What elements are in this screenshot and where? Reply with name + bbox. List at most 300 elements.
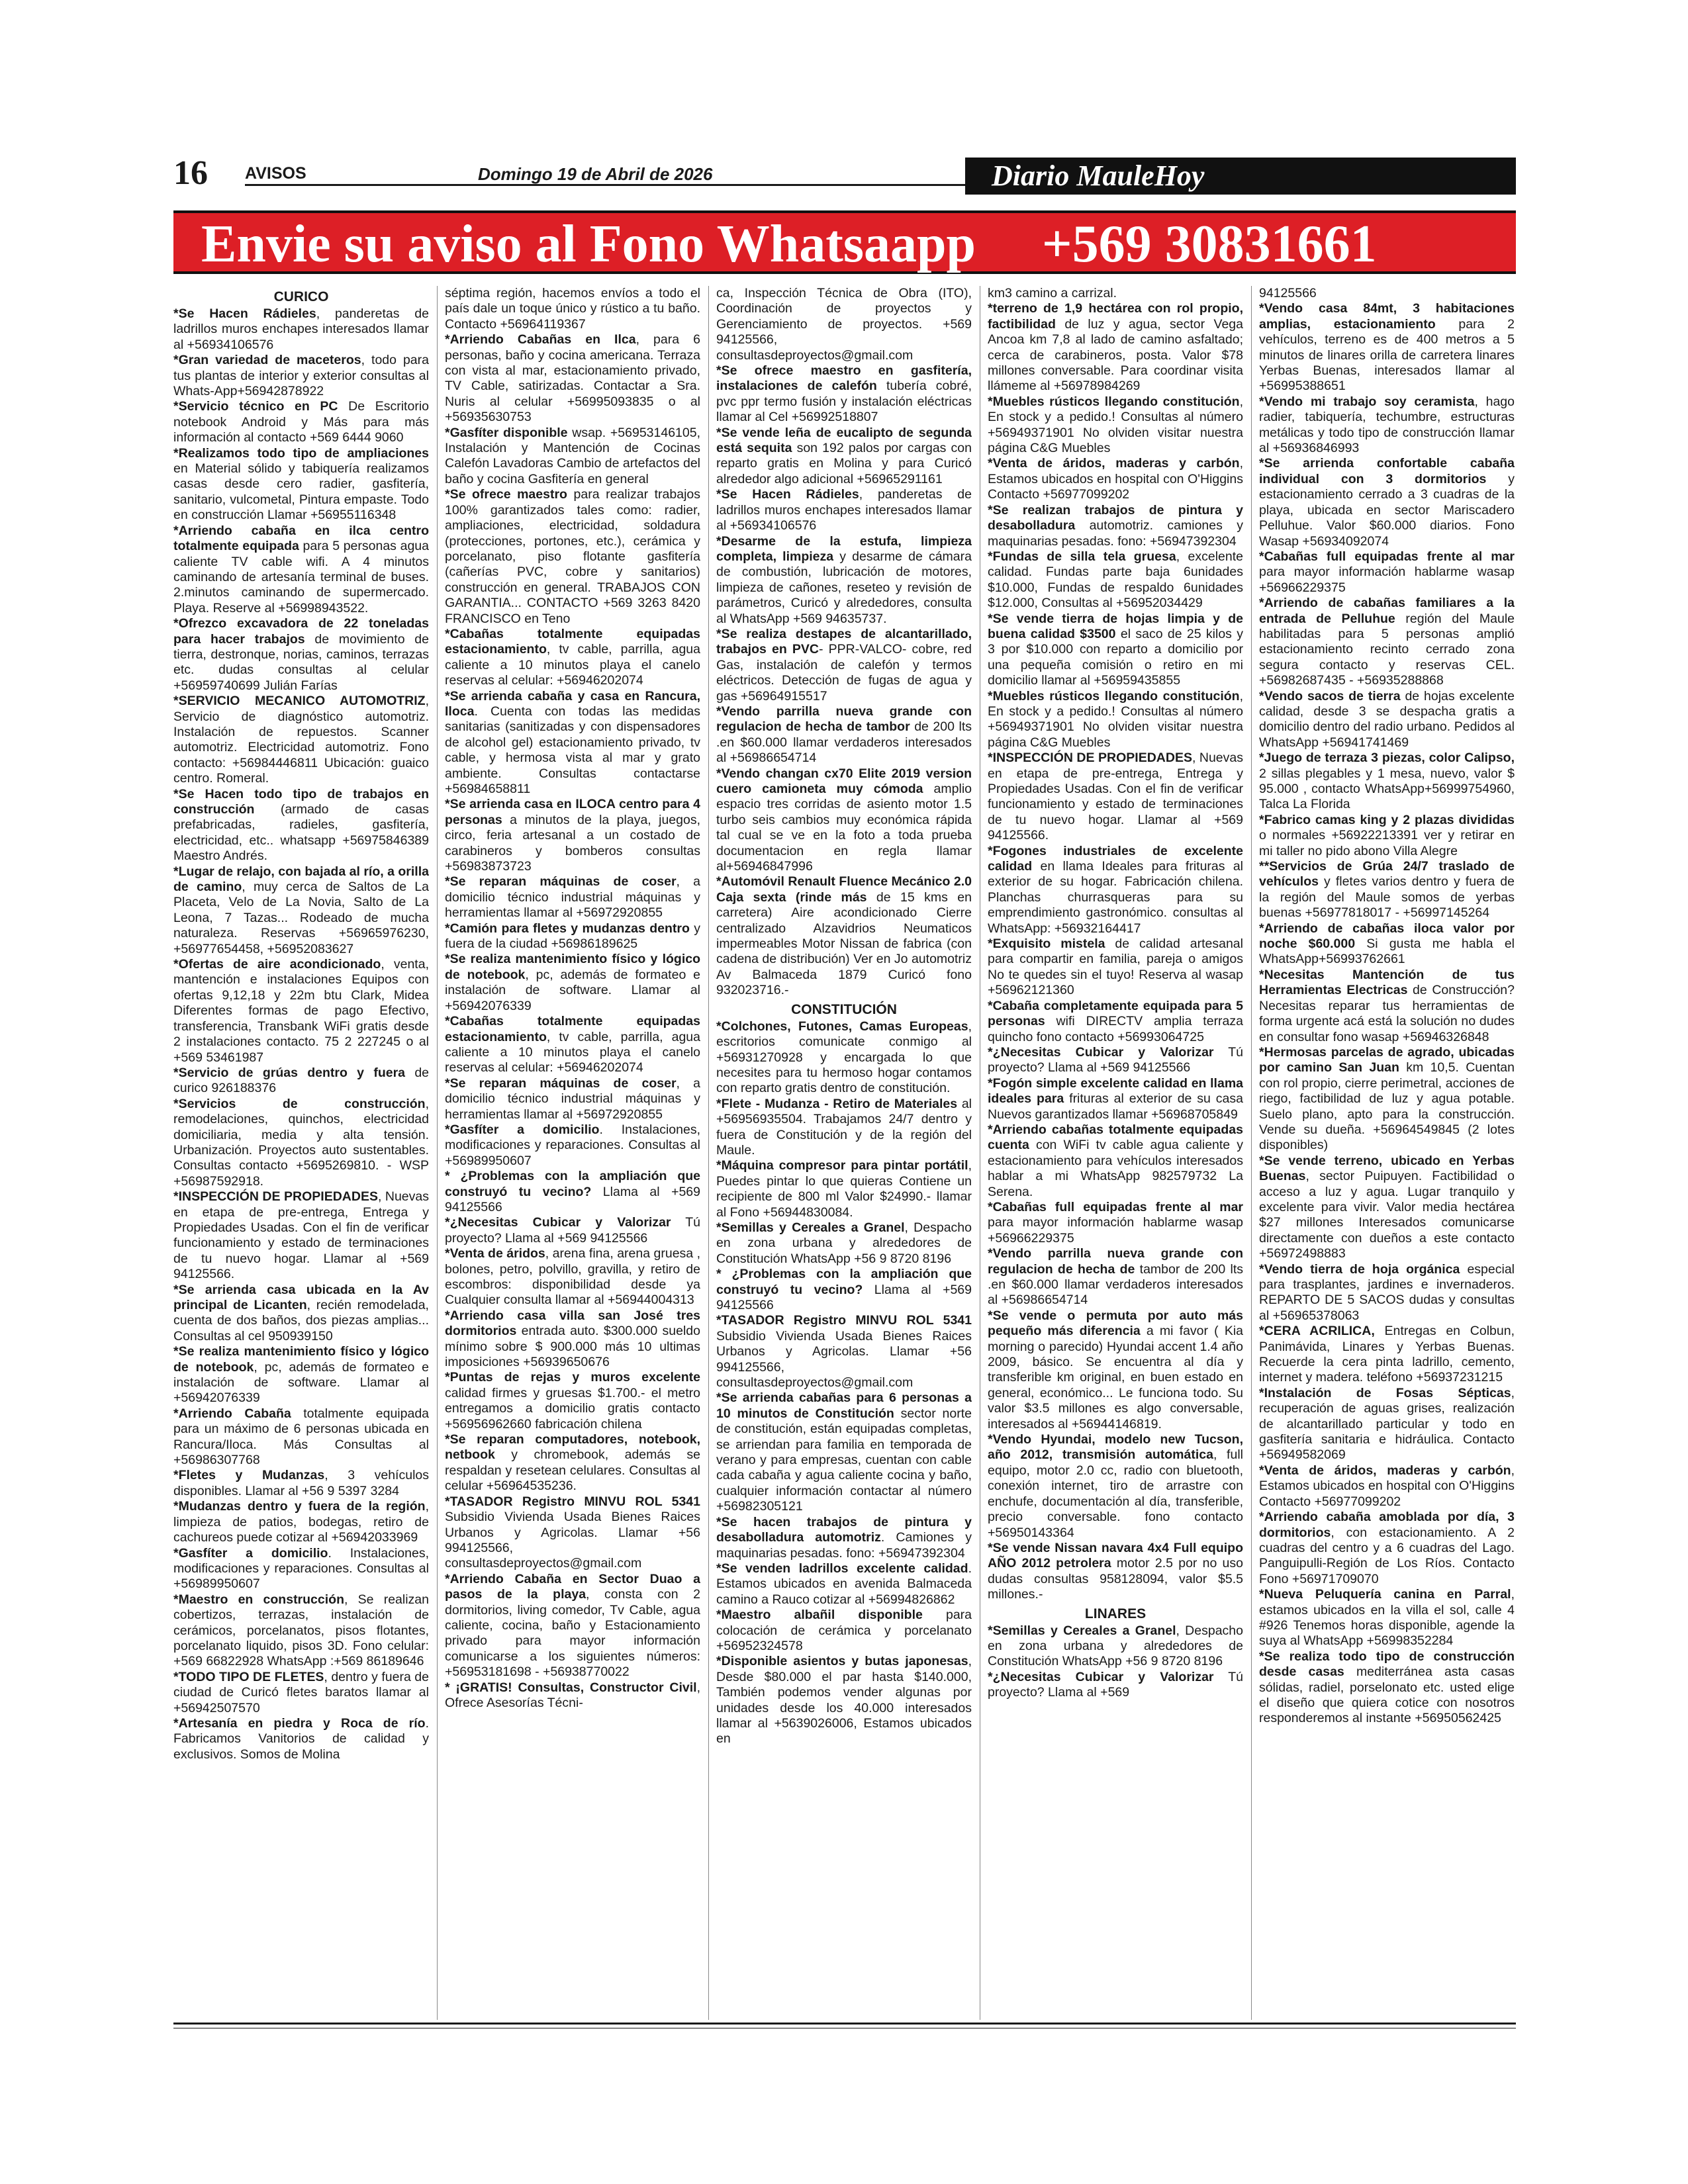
classified-ad [716,1158,972,1220]
ad-body: para realizar trabajos 100% garantizados tales como: radier, ampliaciones, electricidad, soldadura (protecciones, portones, etc.), cerámica y porcelanato, piso flotante gasfitería (cañerías PVC, cobre y sanitarios) construcción en general. TRABAJOS CON GARANTIA... CONTACTO +569 3263 8420 FRANCISCO en Teno [445,487,700,626]
ad-body: , Estamos ubicados en hospital con O'Higgins Contacto +56977099202 [1259,1463,1515,1509]
column-divider [1251,286,1252,2020]
ad-body: . Instalaciones, modificaciones y reparaciones. Consultas al +56989950607 [445,1122,700,1168]
ad-body: , Desde $80.000 el par hasta $140.000, También podemos vender algunas por unidades desde los 40.000 interesados llamar al +5639026006, Estamos ubicados en [716,1654,972,1747]
classified-ad [173,446,429,523]
ad-headline: *Venta de áridos, maderas y carbón [1259,1463,1511,1478]
classified-ad [1259,456,1515,549]
ad-headline: *Se Hacen Rádieles [716,487,859,502]
ad-headline: *Cabañas totalmente equipadas estacionamiento [445,1014,700,1044]
ad-headline: *Fogones industriales de excelente calidad [988,843,1243,874]
ad-headline: **Servicios de Grúa 24/7 traslado de vehículos [1259,859,1515,889]
ad-headline: *Se reparan máquinas de coser [445,874,677,889]
ad-headline: *Venta de áridos [445,1246,545,1261]
ad-headline: *Vendo mi trabajo soy ceramista [1259,394,1475,409]
ad-headline: *Se ofrece maestro en gasfitería, instalaciones de calefón [716,363,972,394]
classified-ad [445,1215,700,1246]
ad-body: , escritorios comunicate conmigo al +56931270928 y encargada lo que necesites para tu hermoso hogar contamos con reparto gratis dentro de constitución. [716,1019,972,1096]
ad-body: , panderetas de ladrillos muros enchapes interesados llamar al +56934106576 [173,306,429,352]
ad-body: sector norte de constitución, están equipadas completas, se arriendan para familia en temporada de verano y para empresas, cuentan con cable cada cabaña y agua caliente cocina y baño, cualquier información contactar al número +56982305121 [716,1406,972,1514]
ad-headline: *Se realizan trabajos de pintura y desabolladura [988,502,1243,533]
classified-ad [1259,1587,1515,1649]
ad-body: y fletes varios dentro y fuera de la región del Maule somos de yerbas buenas +56977818017 - +56997145264 [1259,874,1515,921]
ad-headline: *Lugar de relajo, con bajada al río, a orilla de camino [173,864,429,895]
classified-ad [445,286,700,332]
ad-body: , pc, además de formateo e instalación de software. Llamar al +56942076339 [445,967,700,1013]
ad-headline: *Se realiza todo tipo de construcción desde casas [1259,1649,1515,1680]
classified-ad [716,627,972,704]
ad-headline: *Exquisito mistela [988,936,1105,952]
ad-body: , Puedes pintar lo que quieras Contiene un recipiente de 800 ml Valor $24990.- llamar al Fono +56944830084. [716,1158,972,1220]
ad-headline: *Necesitas Mantención de tus Herramientas Electricas [1259,967,1515,998]
ad-body: de curico 926188376 [173,1065,429,1096]
ad-body: , tv cable, parrilla, agua caliente a 10 minutos playa el canelo reservas al celular: +56946202074 [445,642,700,688]
newspaper-logo: Diario MauleHoy [992,159,1205,192]
classified-ad [716,1561,972,1608]
classified-ad [1259,1324,1515,1386]
ad-headline: *Vendo Hyundai, modelo new Tucson, año 2012, transmisión automática [988,1432,1243,1463]
ad-headline: *Se vende o permuta por auto más pequeño más diferencia [988,1308,1243,1339]
ad-body: . Camiones y maquinarias pesadas. fono: +56947392304 [716,1530,972,1561]
section-label: AVISOS [245,164,306,183]
classified-ad [988,1541,1243,1603]
ad-headline: * ¿Problemas con la ampliación que construyó tu vecino? [445,1169,700,1199]
ad-headline: *Camión para fletes y mudanzas dentro [445,921,690,936]
ad-headline: *TODO TIPO DE FLETES [173,1669,324,1684]
ad-body: especial para trasplantes, jardines e invernaderos. REPARTO DE 5 SACOS dudas y consultas al +56965378063 [1259,1261,1515,1323]
ad-headline: *Se venden ladrillos excelente calidad [716,1561,968,1576]
ad-body: de Construcción? Necesitas reparar tus herramientas de forma urgente acá está la solución no dudes en consultar fono wasap +56946326848 [1259,983,1515,1044]
ad-headline: *Maestro en construcción [173,1592,344,1607]
ad-body: de calidad artesanal para compartir en familia, pareja o amigos No te quedes sin el tuyo! Reserva al wasap +56962121360 [988,936,1243,998]
ad-headline: *Se realiza mantenimiento físico y lógico de notebook [445,952,700,982]
classified-ad [988,999,1243,1045]
ad-body: calidad firmes y gruesas $1.700.- el metro entregamos a domicilio gratis contacto +56956962660 fabricación chilena [445,1385,700,1432]
ad-body: tubería cobré, pvc ppr termo fusión y instalación eléctricas llamar al Cel +56992518807 [716,379,972,425]
ad-headline: *TASADOR Registro MINVU ROL 5341 [716,1313,972,1328]
ad-body: , full equipo, motor 2.0 cc, radio con bluetooth, conexión internet, tiro de arrastre con enchufe, documentación al día, transferible, precio conversable. fono contacto +56950143364 [988,1447,1243,1540]
ad-body: séptima región, hacemos envíos a todo el país dale un toque único y rústico a tu baño. Contacto +56964119367 [445,286,700,332]
ad-body: , En stock y a pedido.! Consultas al número +56949371901 No olviden visitar nuestra página C&G Muebles [988,688,1243,750]
ad-headline: *Gasfíter a domicilio [445,1122,600,1137]
ad-body: . Fabricamos Vanitorios de calidad y exclusivos. Somos de Molina [173,1715,429,1762]
classified-ad [173,306,429,353]
ad-body: a mi favor ( Kia morning o parecido) Hyundai accent 1.4 año 2009, básico. Se encuentra al día y transferible km original, en buen estado en general, económico... Le funciona todo. Su valor $3.5 millones es algo conversable, interesados al +56944146819. [988,1324,1243,1432]
classified-ad [988,1670,1243,1701]
ad-body: , tv cable, parrilla, agua caliente a 10 minutos playa el canelo reservas al celular: +56946202074 [445,1029,700,1075]
ad-headline: *Maestro albañil disponible [716,1608,923,1623]
ad-body: de 15 kms en carretera) Aire acondicionado Cierre centralizado Alzavidrios Neumaticos impermeables Motor Nissan de fabrica (con cadena de distribución) Ver en Jo automotriz Av Balmaceda 1879 Curicó fono 932023716.- [716,889,972,998]
ad-headline: *Nueva Peluquería canina en Parral [1259,1587,1511,1602]
classified-ad [716,1097,972,1159]
ad-body: motor 2.5 por no uso dudas consultas 958128094, valor $5.5 millones.- [988,1556,1243,1602]
ad-headline: * ¡GRATIS! Consultas, Constructor Civil [445,1680,697,1695]
ad-body: y chromebook, además se respaldan y resetean celulares. Consultas al celular +56964535236. [445,1447,700,1494]
ad-body: en llama Ideales para frituras al exterior de su hogar. Fabricación chilena. Planchas churrasqueras para su emprendimiento gastronómico. consultas al WhatsApp: +56932164417 [988,859,1243,936]
ad-body: o normales +56922213391 ver y retirar en mi taller no pido abono Villa Alegre [1259,828,1515,858]
ad-body: , para 6 personas, baño y cocina americana. Terraza con vista al mar, estacionamiento privado, TV Cable, satirizadas. Contactar a Sra. Nuris al celular +56995093835 o al +56935630753 [445,332,700,425]
ad-headline: *Muebles rústicos llegando constitución [988,688,1240,704]
classified-ad [445,689,700,797]
ad-body: - PPR-VALCO- cobre, red Gas, instalación de calefón y termos eléctricos. Detección de fugas de agua y gas +56964915517 [716,642,972,704]
classified-ad [173,1189,429,1282]
ad-body: . Cuenta con todas las medidas sanitarias (sanitizadas y con dispensadores de alcohol gel) estacionamiento privado, tv cable, y hermosa vista al mar y grato ambiente. Consultas contactarse +56984658811 [445,704,700,796]
classified-ad [173,523,429,616]
classified-ad [445,1680,700,1711]
ad-body: tambor de 200 lts .en $60.000 llamar verdaderos interesados al +56986654714 [988,1261,1243,1308]
ad-body: entrada auto. $300.000 sueldo mínimo sobre $ 900.000 más 10 ultimas imposiciones +56939650676 [445,1324,700,1370]
classified-ad [1259,1510,1515,1587]
column-2 [445,286,700,2020]
classified-ad [173,1546,429,1592]
ad-body: frituras al exterior de su casa Nuevos garantizados llamar +56968705849 [988,1091,1243,1122]
ad-body: en Material sólido y tabiquería realizamos casas desde cero radier, gasfitería, sanitario, vulcometal, Pintura empaste. Todo en construcción Llamar +56955116348 [173,461,429,523]
classified-ad [173,1499,429,1545]
classified-ad [173,787,429,864]
ad-headline: *Ofrezco excavadora de 22 toneladas para hacer trabajos [173,616,429,647]
ad-headline: *Se vende terreno, ubicado en Yerbas Buenas [1259,1153,1515,1184]
classified-ad [1259,1649,1515,1727]
classified-ad [988,1308,1243,1432]
ad-headline: *Fundas de silla tela gruesa [988,549,1176,564]
classified-ad [173,1097,429,1189]
brand-box [965,158,1516,195]
classified-ad [988,1122,1243,1200]
ad-headline: *Se arrienda casa en ILOCA centro para 4 personas [445,797,700,827]
classified-ad [988,612,1243,689]
ad-body: y estacionamiento cerrado a 3 cuadras de la playa, ubicada en sector Mariscadero Pelluhue. Valor $60.000 diarios. Fono Wasap +56934092074 [1259,471,1515,549]
classified-ad [173,1406,429,1469]
ad-body: km3 camino a carrizal. [988,286,1117,300]
classified-ad [988,1246,1243,1308]
ad-headline: *Fletes y Mudanzas [173,1468,325,1483]
classified-ad [1259,751,1515,813]
ad-body: para mayor información hablarme wasap +56966229375 [1259,565,1515,595]
ad-headline: *Se reparan computadores, notebook, netbook [445,1432,700,1463]
ad-body: para colocación de cerámica y porcelanato +56952324578 [716,1608,972,1653]
classified-ad [716,1220,972,1267]
classified-ad [445,1169,700,1215]
classified-ad [445,952,700,1014]
classified-ad [445,627,700,689]
classified-ad [445,332,700,425]
ad-headline: *Semillas y Cereales a Granel [988,1623,1176,1638]
classified-ad [988,689,1243,751]
ad-headline: *Gasfíter disponible [445,425,568,440]
classified-ad [716,1267,972,1313]
ad-body: , Despacho en zona urbana y alrededores de Constitución WhatsApp +56 9 8720 8196 [988,1623,1243,1669]
ad-body: mediterránea asta casas sólidas, radiel, porselonato etc. usted elige el diseño que quiera cotice con nosotros responderemos al instante +56950562425 [1259,1664,1515,1726]
classified-ad [1259,689,1515,751]
classified-ad [988,286,1243,301]
region-heading: CONSTITUCIÓN [791,1001,897,1017]
ad-headline: *Mudanzas dentro y fuera de la región [173,1499,426,1514]
ad-headline: *¿Necesitas Cubicar y Valorizar [988,1669,1214,1684]
ad-headline: *INSPECCIÓN DE PROPIEDADES [988,751,1192,766]
ad-headline: *Vendo sacos de tierra [1259,688,1401,704]
ad-body: Tú proyecto? Llama al +569 94125566 [988,1044,1243,1075]
ad-body: , En stock y a pedido.! Consultas al número +56949371901 No olviden visitar nuestra página C&G Muebles [988,394,1243,456]
ad-body: el saco de 25 kilos y 3 por $10.000 con reparto a domicilio por una pequeña comisión o retiro en mi domicilio llamar al +56959435855 [988,626,1243,688]
ad-body: Si gusta me habla el WhatsApp+56993762661 [1259,936,1515,967]
ad-headline: *Se vende Nissan navara 4x4 Full equipo AÑO 2012 petrolera [988,1540,1243,1571]
ad-body: de 200 lts .en $60.000 llamar verdaderos interesados al +56986654714 [716,719,972,766]
classifieds-columns [173,286,1516,2020]
ad-headline: *Se hacen trabajos de pintura y desabolladura automotriz [716,1514,972,1545]
ad-headline: *Arriendo cabaña en ilca centro totalmente equipada [173,523,429,554]
classified-ad [716,1515,972,1561]
classified-ad [716,704,972,766]
classified-ad [1259,301,1515,394]
whatsapp-banner [173,210,1516,274]
ad-body: al +56956935504. Trabajamos 24/7 dentro y fuera de Constitución y de la región del Maule. [716,1096,972,1158]
ad-body: , dentro y fuera de ciudad de Curicó fletes baratos llamar al +56942507570 [173,1669,429,1715]
ad-body: Llama al +569 94125566 [716,1282,972,1312]
ad-body: , pc, además de formateo e instalación de software. Llamar al +56942076339 [173,1359,429,1406]
classified-ad [716,363,972,426]
ad-headline: *Juego de terraza 3 piezas, color Calipso, [1259,751,1515,766]
ad-body: , 3 vehículos disponibles. Llamar al +56 9 5397 3284 [173,1468,429,1498]
ad-body: , sector Puipuyen. Factibilidad o acceso a luz y agua. Lugar tranquilo y excelente para vivir. Valor media hectárea $27 millones Interesados comunicarse directamente con dueños a este contacto +56972498883 [1259,1169,1515,1261]
ad-body: , recién remodelada, cuenta de dos baños, dos piezas amplias... Consultas al cel 950939150 [173,1298,429,1343]
ad-body: , muy cerca de Saltos de La Placeta, Velo de La Novia, Salto de La Leona, 7 Tazas... Rodeado de mucha naturaleza. Reservas +56965976230, +56977654458, +56952083627 [173,880,429,956]
ad-body: , Despacho en zona urbana y alrededores de Constitución WhatsApp +56 9 8720 8196 [716,1220,972,1266]
classified-ad [173,1592,429,1670]
classified-ad [716,1390,972,1514]
ad-headline: *Arriendo de cabañas ilоca valor por noche $60.000 [1259,921,1515,952]
classified-ad [445,426,700,488]
ad-body: , Servicio de diagnóstico automotriz. Instalación de repuestos. Scanner automotriz. Electricidad automotriz. Fono contacto: +56984446811 Ubicación: guaico centro. Romeral. [173,694,429,786]
classified-ad [988,301,1243,394]
ad-body: 2 sillas plegables y 1 mesa, nuevo, valor $ 95.000 , contacto WhatsApp+56999754960, Talca La Florida [1259,766,1515,812]
classified-ad [445,487,700,627]
ad-headline: *Máquina compresor para pintar portátil [716,1158,968,1173]
classified-ad [1259,549,1515,596]
ad-headline: *Vendo parrilla nueva grande con regulacion de hecha de tambor [716,704,972,735]
page-number: 16 [173,154,208,192]
ad-headline: *Se arrienda casa ubicada en la Av principal de Licanten [173,1282,429,1312]
classified-ad [988,394,1243,457]
ad-headline: *Servicio de grúas dentro y fuera [173,1065,406,1080]
ad-headline: *Se arrienda confortable cabaña individual con 3 dormitorios [1259,456,1515,486]
ad-body: , panderetas de ladrillos muros enchapes interesados llamar al +56934106576 [716,487,972,533]
ad-body: y fuera de la ciudad +56986189625 [445,921,700,952]
ad-headline: *Ofertas de aire acondicionado [173,957,381,972]
ad-headline: *Vendo changan cx70 Elite 2019 version cuero camioneta muy cómoda [716,766,972,796]
ad-headline: *Vendo tierra de hoja orgánica [1259,1261,1460,1277]
ad-body: , hago radier, tabiquería, techumbre, estructuras metálicas y todo tipo de construcción llamar al +56936846993 [1259,394,1515,456]
ad-body: (armado de casas prefabricadas, radieles, gasfitería, electricidad, etc.. whatsapp +56975846389 Maestro Andrés. [173,802,429,864]
classified-ad [1259,1045,1515,1154]
page-header [173,154,1516,199]
classified-ad [988,503,1243,549]
ad-headline: *Cabañas full equipadas frente al mar [988,1199,1243,1214]
classified-ad [988,1045,1243,1076]
region-heading: CURICO [273,289,329,304]
ad-body: km 10,5. Cuentan con rol propio, cierre perimetral, acciones de riego, factibilidad de luz y agua potable. Suelo plano, apto para la construcción. Vende su dueña. +56964549845 (2 lotes disponibles) [1259,1060,1515,1153]
ad-headline: *Se reparan máquinas de coser [445,1075,677,1091]
ad-body: Tú proyecto? Llama al +569 94125566 [445,1215,700,1246]
classified-ad [173,1716,429,1762]
ad-body: , recuperación de aguas grises, realización de alcantarillado particular y todo en gasfitería sanitaria e hidráulica. Contacto +56949582069 [1259,1385,1515,1463]
ad-body: , Se realizan cobertizos, terrazas, instalación de cerámicos, porcelanatos, pisos flotantes, porcelanato liquido, pisos 3D. Fono celular: +569 66822928 WhatsApp :+569 86189646 [173,1592,429,1669]
classified-ad [173,353,429,399]
ad-headline: *Muebles rústicos llegando constitución [988,394,1240,409]
ad-headline: *Puntas de rejas y muros excelente [445,1370,700,1385]
ad-headline: *Vendo casa 84mt, 3 habitaciones amplias, estacionamiento [1259,301,1515,332]
ad-body: de hojas excelente calidad, desde 3 se despacha gratis a domicilio dentro del radio urbano. Pedidos al WhatsApp +56941741469 [1259,688,1515,750]
classified-ad [988,1076,1243,1122]
ad-body: ca, Inspección Técnica de Obra (ITO), Coordinación de proyectos y Gerenciamiento de proyectos. +569 94125566, consultasdeproyectos@gmail.com [716,286,972,363]
ad-headline: *Disponible asientos y butas japonesas [716,1654,968,1669]
classified-ad [716,1019,972,1097]
ad-body: para 2 vehículos, terreno es de 400 metros a 5 minutos de linares orilla de carretera linares Yerbas Buenas, interesados llamar al +56995388651 [1259,316,1515,394]
ad-headline: *Arriendo cabañas totalmente equipadas cuenta [988,1122,1243,1153]
classified-ad [173,1283,429,1345]
classified-ad [716,286,972,363]
ad-headline: *Fogón simple excelente calidad en llama ideales para [988,1075,1243,1107]
classified-ad [1259,968,1515,1045]
ad-headline: *INSPECCIÓN DE PROPIEDADES [173,1189,378,1205]
ad-headline: *Se vende tierra de hojas limpia y de buena calidad $3500 [988,611,1243,641]
ad-body: región del Maule habilitadas para 5 personas amplió estacionamiento recinto cerrado zona segura contacto y reservas CEL. +56982687435 - +56935288868 [1259,611,1515,688]
ad-headline: *Arriendo Cabaña [173,1406,291,1421]
ad-headline: *Vendo parrilla nueva grande con regulacion de hecha de [988,1246,1243,1277]
ad-body: , remodelaciones, quinchos, electricidad domiciliaria, media y alta tensión. Urbanización. Proyectos auto sustentables. Consultas contacto +5695269810. - WSP +56987592918. [173,1096,429,1189]
classified-ad [988,1200,1243,1246]
ad-headline: *Venta de áridos, maderas y carbón [988,456,1240,471]
ad-body: , todo para tus plantas de interior y exterior consultas al Whats-App+56942878922 [173,353,429,399]
ad-headline: *Fabrico camas king y 2 plazas divididas [1259,812,1515,827]
classified-ad [988,751,1243,843]
ad-body: Tú proyecto? Llama al +569 [988,1669,1243,1700]
ad-headline: *Servicios de construcción [173,1096,426,1111]
classified-ad [445,1308,700,1371]
ad-headline: *Realizamos todo tipo de ampliaciones [173,445,429,461]
classified-ad [445,1370,700,1432]
ad-body: 94125566 [1259,286,1317,300]
ad-headline: *Arriendo casa villa san José tres dormitorios [445,1308,700,1339]
ad-headline: *Colchones, Futones, Camas Europeas [716,1019,968,1034]
ad-headline: *Cabañas full equipadas frente al mar [1259,549,1515,564]
ad-body: Llama al +569 94125566 [445,1184,700,1214]
classified-ad [173,616,429,694]
ad-body: , excelente calidad. Fundas parte baja 6unidades $10.000, Fundas de respaldo 6unidades $12.000, Consultas al +56952034429 [988,549,1243,611]
ad-headline: *Artesanía en piedra y Roca de río [173,1715,426,1731]
ad-body: , venta, mantención e instalaciones Equipos con ofertas 9,12,18 y 22m btu Clark, Midea Diferentes formas de pago Efectivo, transferencia, Transbank WiFi gratis desde 2 instalaciones contacto. 75 2 227245 o al +569 53461987 [173,957,429,1065]
classified-ad [1259,1154,1515,1262]
ad-headline: *Se Hacen todo tipo de trabajos en construcción [173,786,429,817]
ad-body: Entregas en Colbun, Panimávida, Linares y Yerbas Buenas. Recuerde la cera pinta ladrillo, cemento, internet y madera. teléfono +56937231215 [1259,1324,1515,1385]
classified-ad [1259,813,1515,859]
ad-body: , Nuevas en etapa de pre-entrega, Entrega y Propiedades Usadas. Con el fin de verificar funcionamiento y estado de terminaciones de tu nuevo hogar. Llamar al +569 94125566. [173,1189,429,1282]
classified-ad [1259,1262,1515,1324]
ad-headline: *TASADOR Registro MINVU ROL 5341 [445,1494,700,1509]
column-3 [716,286,972,2020]
ad-headline: *Gasfíter a domicilio [173,1545,328,1561]
ad-body: a minutos de la playa, juegos, circo, feria artesanal a un costado de carabineros y bomberos consultas +56983873723 [445,812,700,874]
ad-headline: *Gran variedad de maceteros [173,353,361,368]
ad-body: totalmente equipada para un máximo de 6 personas ubicada en Rancura/Iloca. Más Consultas al +56986307768 [173,1406,429,1468]
ad-body: , limpieza de patios, bodegas, retiro de cachureos puede cotizar al +56942033969 [173,1499,429,1545]
classified-ad [173,694,429,786]
ad-body: wsap. +56953146105, Instalación y Mantención de Cocinas Calefón Lavadoras Cambio de artefactos del baño y cocina Gasfitería en general [445,425,700,486]
ad-body: wifi DIRECTV amplia terraza quincho fono contacto +56993064725 [988,1014,1243,1044]
ad-body: son 192 palos por cargas con reparto gratis en Molina y para Curicó alrededor algo adicional +56965291161 [716,441,972,486]
ad-headline: *Automóvil Renault Fluence Mecánico 2.0 Caja sexta (rinde más [716,874,972,905]
classified-ad [1259,1386,1515,1463]
classified-ad [445,1122,700,1169]
ad-body: , con estacionamiento. A 2 cuadras del centro y a 6 cuadras del Lago. Panguipulli-Región de Los Ríos. Contacto Fono +56971709070 [1259,1525,1515,1586]
ad-body: para mayor información hablarme wasap +56966229375 [988,1215,1243,1246]
ad-headline: *Arriendo Cabaña en Sector Duao a pasos de la playa [445,1571,700,1602]
ad-headline: *Arriendo cabaña amoblada por día, 3 dormitorios [1259,1510,1515,1540]
ad-headline: *Se ofrece maestro [445,487,567,502]
ad-headline: *Se vende leña de eucalipto de segunda está sequita [716,425,972,456]
ad-body: De Escritorio notebook Android y Más para más información al contacto +569 6444 9060 [173,399,429,445]
ad-body: amplio espacio tres corridas de asiento motor 1.5 turbo seis cambios muy económica rápida tal cual se ve en la foto a toda prueba documentacion en regla llamar al+56946847996 [716,782,972,874]
issue-date: Domingo 19 de Abril de 2026 [478,164,713,184]
classified-ad [988,549,1243,612]
classified-ad [716,487,972,533]
ad-headline: *¿Necesitas Cubicar y Valorizar [445,1215,671,1230]
classified-ad [1259,596,1515,688]
ad-body: Subsidio Vivienda Usada Bienes Raices Urbanos y Agricolas. Llamar +56 994125566, consultasdeproyectos@gmail.com [716,1328,972,1390]
classified-ad [988,1432,1243,1541]
region-heading: LINARES [1084,1606,1147,1621]
classified-ad [173,957,429,1066]
classified-ad [716,534,972,627]
classified-ad [173,1468,429,1499]
ad-headline: *terreno de 1,9 hectárea con rol propio, factibilidad [988,301,1243,332]
ad-body: , Estamos ubicados en hospital con O'Higgins Contacto +56977099202 [988,456,1243,502]
classified-ad [445,1432,700,1494]
ad-headline: *SERVICIO MECANICO AUTOMOTRIZ [173,694,426,709]
classified-ad [1259,394,1515,457]
ad-body: , Nuevas en etapa de pre-entrega, Entrega y Propiedades Usadas. Con el fin de verificar funcionamiento y estado de terminaciones de tu nuevo hogar. Llamar al +569 94125566. [988,751,1243,843]
classified-ad [716,766,972,875]
footer-rule [173,2023,1516,2025]
classified-ad [173,1344,429,1406]
classified-ad [173,864,429,957]
ad-headline: *CERA ACRILICA, [1259,1324,1375,1339]
ad-body: . Estamos ubicados en avenida Balmaceda camino a Rauco cotizar al +56994826862 [716,1561,972,1607]
ad-headline: * ¿Problemas con la ampliación que construyó tu vecino? [716,1267,972,1297]
ad-headline: *Cabaña completamente equipada para 5 personas [988,998,1243,1029]
classified-ad [173,1066,429,1097]
ad-body: para 5 personas agua caliente TV cable wifi. A 4 minutos caminando de artesanía terminal de buses. 2.minutos caminando de supermercado. Playa. Reserve al +56998943522. [173,539,429,615]
classified-ad [716,426,972,488]
ad-body: . Instalaciones, modificaciones y reparaciones. Consultas al +56989950607 [173,1545,429,1592]
ad-headline: *Se Hacen Rádieles [173,306,316,321]
classified-ad [1259,921,1515,968]
ad-body: Subsidio Vivienda Usada Bienes Raices Urbanos y Agricolas. Llamar +56 994125566, consultasdeproyectos@gmail.com [445,1510,700,1571]
classified-ad [445,1494,700,1572]
ad-body: , a domicilio técnico industrial máquinas y herramientas llamar al +56972920855 [445,874,700,921]
ad-body: de luz y agua, sector Vega Ancoa km 7,8 al lado de camino asfaltado; cerca de carabineros, posta. Valor $78 millones conversable. Para coordinar visita llámeme al +56978984269 [988,316,1243,394]
classified-ad [988,936,1243,999]
classified-ad [445,797,700,874]
ad-body: , arena fina, arena gruesa , bolones, petro, polvillo, gravilla, y retiro de escombros: disponibilidad desde ya Cualquier consulta llamar al +56944004313 [445,1246,700,1308]
ad-body: , Ofrece Asesorías Técni- [445,1680,700,1710]
banner-phone: +569 30831661 [1042,215,1377,273]
classified-ad [445,874,700,921]
column-1 [173,286,429,2020]
ad-body: y desarme de cámara de combustión, lubricación de motores, limpieza de cañones, reseteo y revisión de parámetros, Curicó y alrededores, consulta al WhatsApp +569 94635737. [716,549,972,626]
ad-headline: *Se realiza mantenimiento físico y lógico de notebook [173,1344,429,1375]
ad-headline: *Semillas y Cereales a Granel [716,1220,905,1235]
column-4 [988,286,1243,2020]
